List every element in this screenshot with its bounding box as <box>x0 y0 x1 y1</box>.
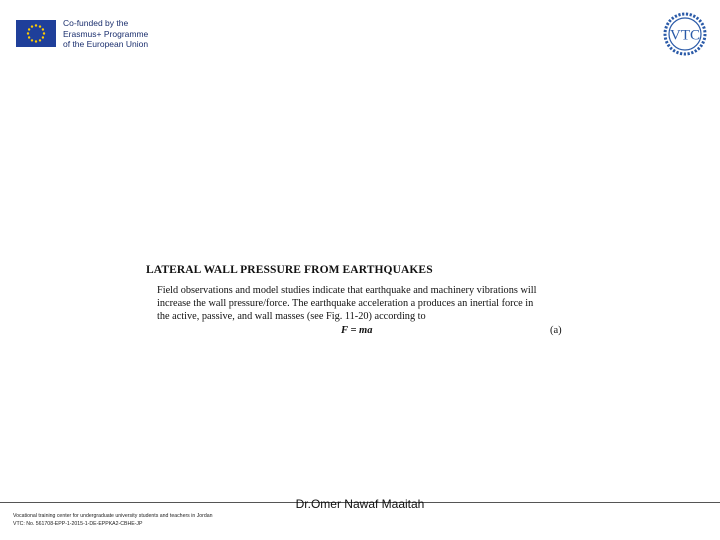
eu-funding-text <box>63 18 148 50</box>
author-name: Dr.Omer Nawaf Maaitah <box>295 497 425 511</box>
vtc-logo-text: VTC <box>670 27 700 44</box>
equation-row <box>146 325 566 341</box>
footer-text <box>13 512 213 528</box>
section-heading: LATERAL WALL PRESSURE FROM EARTHQUAKES <box>146 264 433 276</box>
equation: F = ma <box>341 325 373 336</box>
paragraph-line: increase the wall pressure/force. The earthquake acceleration a produces an inertial force in <box>157 298 534 309</box>
eu-text-line: Erasmus+ Programme <box>63 28 149 39</box>
document-content <box>146 264 566 341</box>
paragraph-line: the active, passive, and wall masses (see Fig. 11-20) according to <box>157 311 426 322</box>
body-paragraph <box>157 284 566 323</box>
footer-line: VTC: No. 561708-EPP-1-2015-1-DE-EPPKA2-CBHE-JP <box>13 521 143 527</box>
equation-label: (a) <box>550 325 562 336</box>
eu-flag-icon <box>16 20 56 47</box>
footer-line: Vocational training center for undergraduate university students and teachers in Jordan <box>13 513 213 519</box>
vtc-logo-icon <box>659 12 711 56</box>
eu-text-line: Co-funded by the <box>63 18 129 28</box>
eu-text-line: of the European Union <box>63 39 149 49</box>
paragraph-line: Field observations and model studies indicate that earthquake and machinery vibrations will <box>157 285 537 296</box>
